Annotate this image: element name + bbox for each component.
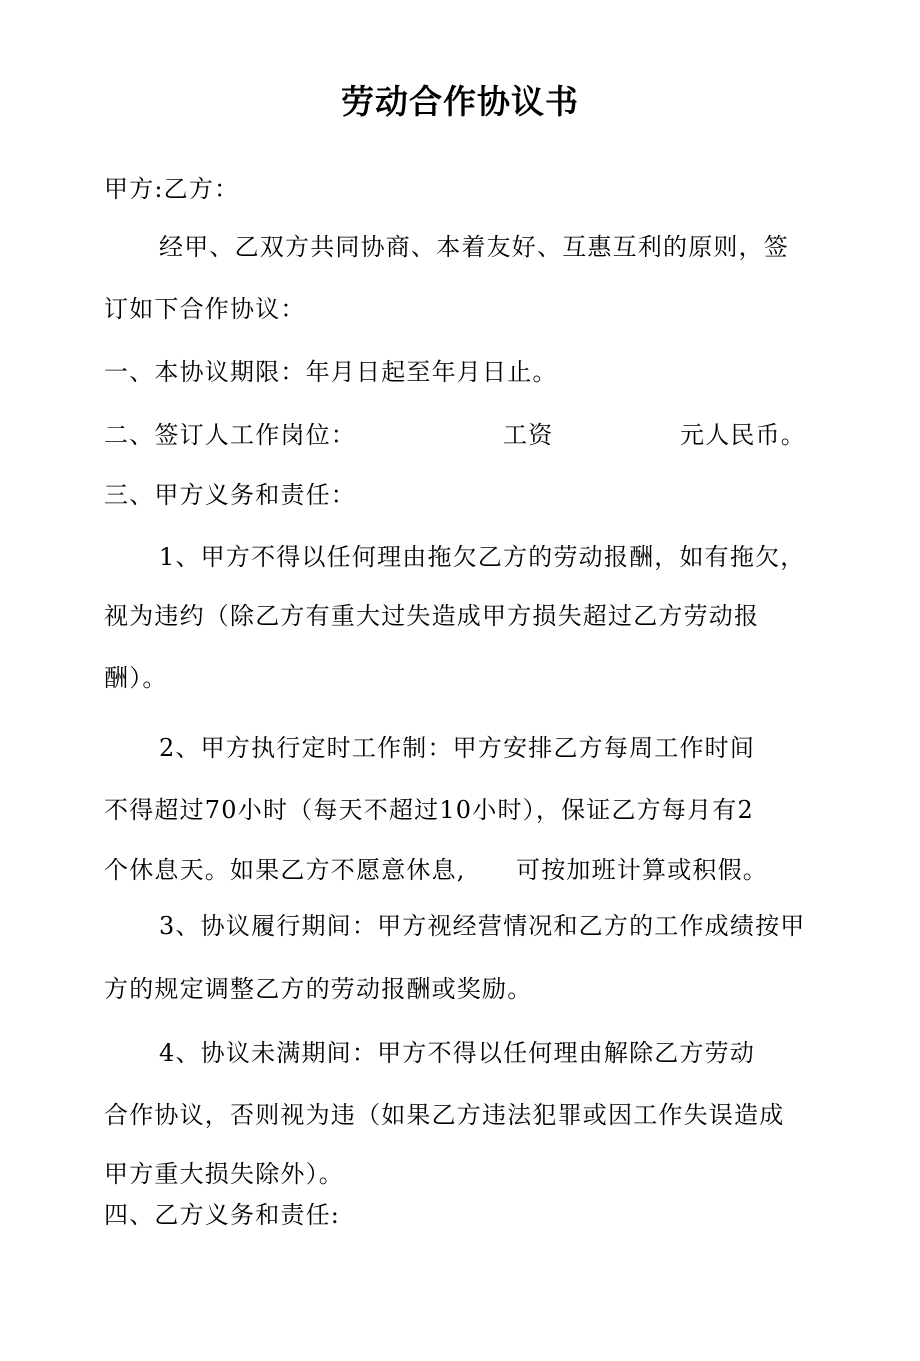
item-2-line-1: 2、甲方执行定时工作制：甲方安排乙方每周工作时间 <box>159 734 756 762</box>
item-1-line-2: 视为违约（除乙方有重大过失造成甲方损失超过乙方劳动报 <box>104 602 760 630</box>
intro-line-2: 订如下合作协议： <box>104 295 306 323</box>
document-title: 劳动合作协议书 <box>341 82 579 121</box>
clause-2-position-salary <box>104 420 824 450</box>
item-2-line-3 <box>104 855 824 885</box>
item-4-line-1: 4、协议未满期间：甲方不得以任何理由解除乙方劳动 <box>159 1039 756 1067</box>
item-4-line-3: 甲方重大损失除外）。 <box>104 1160 344 1188</box>
item-1-line-1: 1、甲方不得以任何理由拖欠乙方的劳动报酬，如有拖欠， <box>159 543 806 571</box>
clause-1-term: 一、本协议期限：年月日起至年月日止。 <box>104 358 558 386</box>
item-3-line-2: 方的规定调整乙方的劳动报酬或奖励。 <box>104 975 533 1003</box>
salary-unit: 元人民币。 <box>680 421 806 449</box>
salary-label: 工资 <box>503 421 554 449</box>
item-2-line-3-part-a: 个休息天。如果乙方不愿意休息, <box>104 856 466 884</box>
item-2-line-2: 不得超过70小时（每天不超过10小时），保证乙方每月有2 <box>104 796 754 824</box>
clause-3-heading: 三、甲方义务和责任： <box>104 481 356 509</box>
item-3-line-1: 3、协议履行期间：甲方视经营情况和乙方的工作成绩按甲 <box>159 912 806 940</box>
item-1-line-3: 酬）。 <box>104 664 168 692</box>
clause-2-label: 二、签订人工作岗位： <box>104 421 356 449</box>
parties-line: 甲方:乙方： <box>104 175 240 203</box>
clause-4-heading: 四、乙方义务和责任: <box>104 1201 341 1229</box>
item-2-line-3-part-b: 可按加班计算或积假。 <box>516 856 768 884</box>
intro-line-1: 经甲、乙双方共同协商、本着友好、互惠互利的原则，签 <box>159 233 789 261</box>
item-4-line-2: 合作协议，否则视为违（如果乙方违法犯罪或因工作失误造成 <box>104 1101 785 1129</box>
